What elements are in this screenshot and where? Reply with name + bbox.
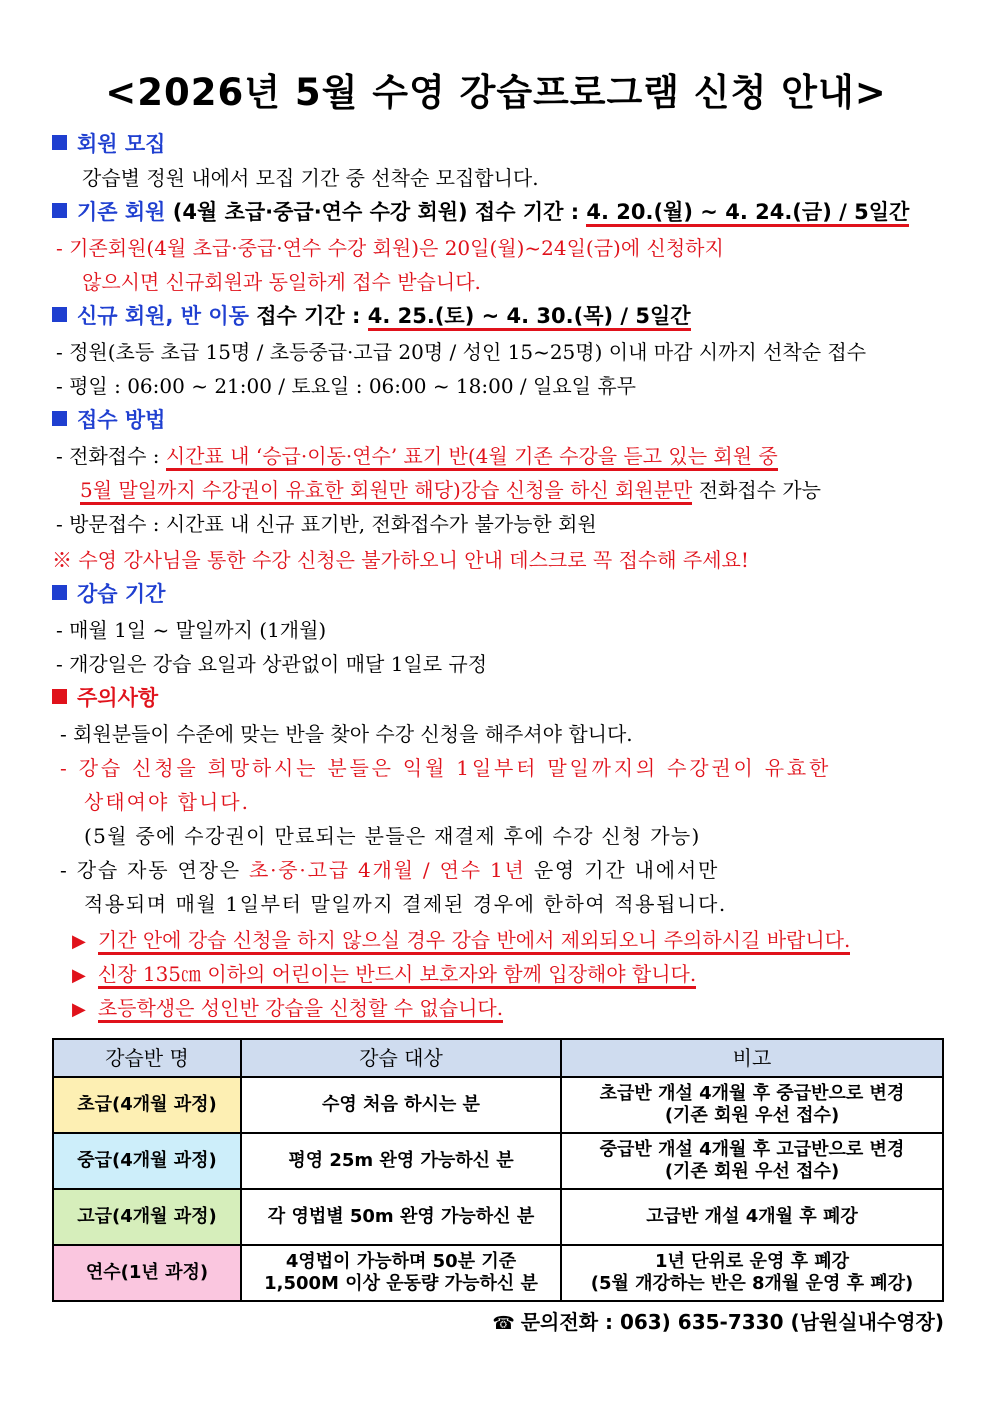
hours-text: - 평일 : 06:00 ~ 21:00 / 토요일 : 06:00 ~ 18:00 / 일요일 휴무 bbox=[56, 374, 636, 398]
visit-receipt-text: - 방문접수 : 시간표 내 신규 표기반, 전화접수가 불가능한 회원 bbox=[56, 512, 597, 536]
class-name-cell: 중급(4개월 과정) bbox=[53, 1133, 241, 1189]
phone-receipt-available: 전화접수 가능 bbox=[692, 478, 821, 502]
phone-receipt-label: - 전화접수 : bbox=[56, 444, 166, 468]
note-line: 중급반 개설 4개월 후 고급반으로 변경 bbox=[599, 1139, 905, 1160]
period-title: 강습 기간 bbox=[77, 582, 166, 606]
capacity-text: - 정원(초등 초급 15명 / 초등중급·고급 20명 / 성인 15~25명) 이내 마감 시까지 선착순 접수 bbox=[56, 340, 867, 364]
caution-line5 bbox=[60, 856, 719, 884]
warning-3-text: 초등학생은 성인반 강습을 신청할 수 없습니다. bbox=[98, 996, 503, 1023]
phone-icon: ☎ bbox=[492, 1313, 515, 1334]
section-recruit-title: 회원 모집 bbox=[77, 132, 166, 156]
caution-line3: 상태여야 합니다. bbox=[84, 790, 250, 814]
note-line: 고급반 개설 4개월 후 폐강 bbox=[646, 1206, 858, 1227]
table-header: 강습반 명 bbox=[53, 1039, 241, 1077]
caution-line2: - 강습 신청을 희망하시는 분들은 익월 1일부터 말일까지의 수강권이 유효한 bbox=[60, 756, 832, 780]
class-name-cell: 초급(4개월 과정) bbox=[53, 1077, 241, 1133]
note-line: (기존 회원 우선 접수) bbox=[664, 1105, 840, 1126]
table-header: 비고 bbox=[561, 1039, 943, 1077]
target-line: 각 영법별 50m 완영 가능하신 분 bbox=[267, 1206, 535, 1227]
auto-extend-label: - 강습 자동 연장은 bbox=[60, 858, 250, 882]
table-row bbox=[53, 1245, 943, 1301]
note-line: (5월 개강하는 반은 8개월 운영 후 폐강) bbox=[590, 1273, 914, 1294]
target-cell bbox=[241, 1189, 561, 1245]
method-title: 접수 방법 bbox=[77, 408, 166, 432]
auto-extend-suffix: 운영 기간 내에서만 bbox=[525, 858, 720, 882]
new-member-label: 신규 회원, 반 이동 bbox=[77, 304, 249, 328]
warning-1-text: 기간 안에 강습 신청을 하지 않으실 경우 강습 반에서 제외되오니 주의하시길 바랍니다. bbox=[98, 928, 851, 955]
phone-receipt-line1 bbox=[56, 442, 778, 470]
table-header: 강습 대상 bbox=[241, 1039, 561, 1077]
contact-text: 문의전화 : 063) 635-7330 (남원실내수영장) bbox=[520, 1310, 944, 1334]
class-name-cell: 연수(1년 과정) bbox=[53, 1245, 241, 1301]
triangle-bullet-icon: ▶ bbox=[72, 965, 86, 986]
new-period-dates: 4. 25.(토) ~ 4. 30.(목) / 5일간 bbox=[368, 304, 691, 331]
square-bullet-icon bbox=[52, 585, 67, 600]
section-new-heading bbox=[52, 302, 691, 330]
phone-receipt-condition-cont: 5월 말일까지 수강권이 유효한 회원만 해당)강습 신청을 하신 회원분만 bbox=[80, 478, 692, 505]
warning-1 bbox=[72, 926, 850, 956]
target-line: 평영 25m 완영 가능하신 분 bbox=[288, 1150, 514, 1171]
period-line1: - 매월 1일 ~ 말일까지 (1개월) bbox=[56, 618, 327, 642]
phone-receipt-condition: 시간표 내 ‘승급·이동·연수’ 표기 반(4월 기존 수강을 듣고 있는 회원 중 bbox=[166, 444, 778, 471]
page-title: <2026년 5월 수영 강습프로그램 신청 안내> bbox=[105, 71, 887, 114]
table-header-row bbox=[53, 1039, 943, 1077]
target-cell bbox=[241, 1245, 561, 1301]
existing-period-dates: 4. 20.(월) ~ 4. 24.(금) / 5일간 bbox=[586, 200, 909, 227]
caution-line1: - 회원분들이 수준에 맞는 반을 찾아 수강 신청을 해주셔야 합니다. bbox=[60, 722, 633, 746]
note-line: (기존 회원 우선 접수) bbox=[664, 1161, 840, 1182]
note-cell bbox=[561, 1189, 943, 1245]
warning-2-text: 신장 135㎝ 이하의 어린이는 반드시 보호자와 함께 입장해야 합니다. bbox=[98, 962, 696, 989]
square-bullet-icon bbox=[52, 307, 67, 322]
target-line: 수영 처음 하시는 분 bbox=[322, 1094, 480, 1115]
contact-footer bbox=[492, 1306, 944, 1335]
table-row bbox=[53, 1133, 943, 1189]
target-cell bbox=[241, 1133, 561, 1189]
square-bullet-icon bbox=[52, 411, 67, 426]
table-row bbox=[53, 1077, 943, 1133]
existing-member-label: 기존 회원 bbox=[77, 200, 166, 224]
class-table bbox=[52, 1038, 944, 1302]
section-caution-heading bbox=[52, 684, 158, 712]
target-cell bbox=[241, 1077, 561, 1133]
note-line: 1년 단위로 운영 후 폐강 bbox=[654, 1251, 850, 1272]
note-cell bbox=[561, 1133, 943, 1189]
period-line2: - 개강일은 강습 요일과 상관없이 매달 1일로 규정 bbox=[56, 652, 488, 676]
square-bullet-icon bbox=[52, 135, 67, 150]
triangle-bullet-icon: ▶ bbox=[72, 999, 86, 1020]
square-bullet-icon bbox=[52, 689, 67, 704]
new-period-label: 접수 기간 : bbox=[248, 304, 368, 328]
triangle-bullet-icon: ▶ bbox=[72, 931, 86, 952]
table-row bbox=[53, 1189, 943, 1245]
section-method-heading bbox=[52, 406, 165, 434]
section-existing-heading bbox=[52, 198, 909, 226]
warning-3 bbox=[72, 994, 503, 1024]
caution-title: 주의사항 bbox=[77, 686, 159, 710]
phone-receipt-line2 bbox=[80, 476, 821, 504]
warning-2 bbox=[72, 960, 696, 990]
note-cell bbox=[561, 1245, 943, 1301]
target-line: 1,500M 이상 운동량 가능하신 분 bbox=[264, 1273, 538, 1294]
note-line: 초급반 개설 4개월 후 중급반으로 변경 bbox=[599, 1083, 905, 1104]
square-bullet-icon bbox=[52, 203, 67, 218]
recruit-text: 강습별 정원 내에서 모집 기간 중 선착순 모집합니다. bbox=[82, 166, 539, 190]
instructor-notice: ※ 수영 강사님을 통한 수강 신청은 불가하오니 안내 데스크로 꼭 접수해 주세요! bbox=[52, 548, 749, 572]
target-line: 4영법이 가능하며 50분 기준 bbox=[285, 1251, 517, 1272]
existing-period-label: (4월 초급·중급·연수 수강 회원) 접수 기간 : bbox=[165, 200, 587, 224]
existing-note-line1: - 기존회원(4월 초급·중급·연수 수강 회원)은 20일(월)~24일(금)에 신청하지 bbox=[56, 236, 724, 260]
note-cell bbox=[561, 1077, 943, 1133]
caution-line4: (5월 중에 수강권이 만료되는 분들은 재결제 후에 수강 신청 가능) bbox=[84, 824, 701, 848]
auto-extend-period: 초·중·고급 4개월 / 연수 1년 bbox=[249, 858, 526, 882]
class-name-cell: 고급(4개월 과정) bbox=[53, 1189, 241, 1245]
existing-note-line2: 않으시면 신규회원과 동일하게 접수 받습니다. bbox=[82, 270, 481, 294]
caution-line6: 적용되며 매월 1일부터 말일까지 결제된 경우에 한하여 적용됩니다. bbox=[84, 892, 727, 916]
section-recruit-heading bbox=[52, 130, 165, 158]
section-period-heading bbox=[52, 580, 165, 608]
